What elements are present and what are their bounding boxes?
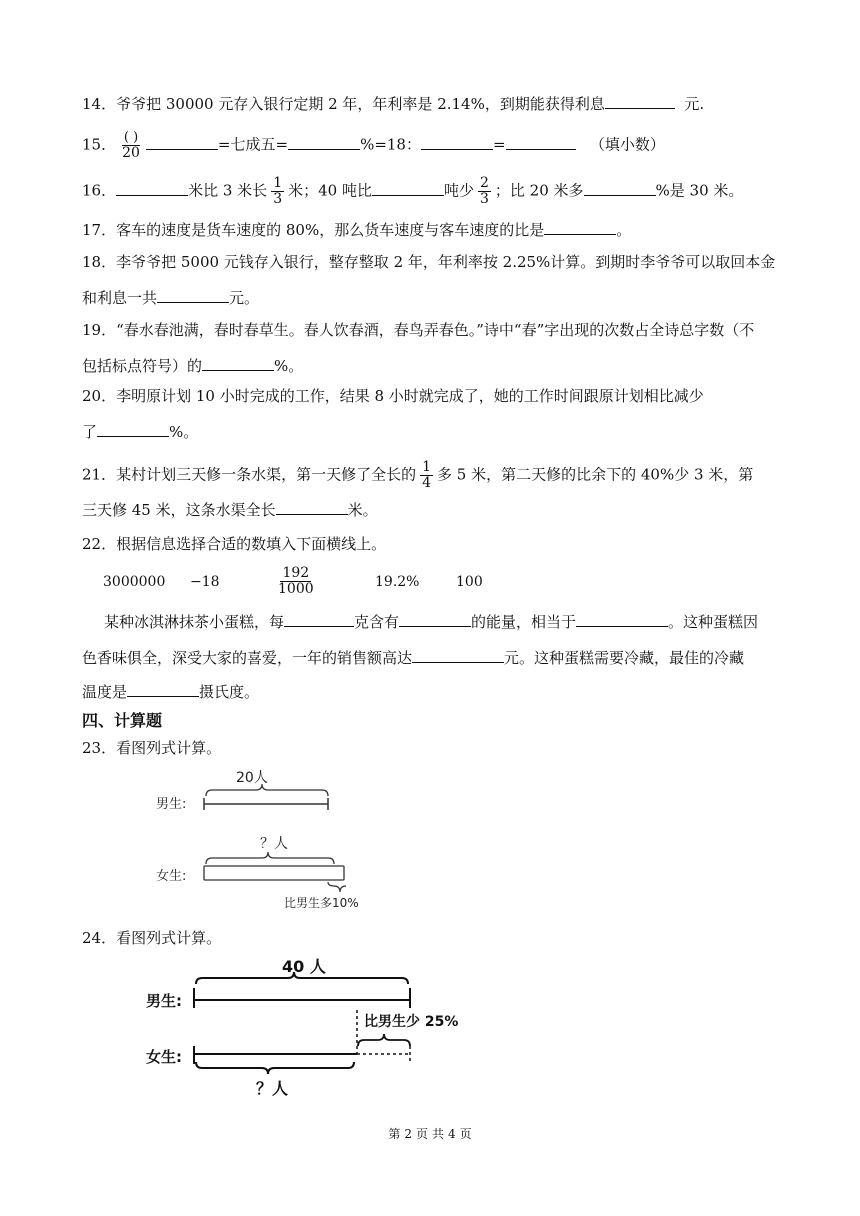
- question-number: 19．: [82, 321, 117, 339]
- fraction: $\frac{2}{3}$: [479, 175, 489, 207]
- question-19: [82, 320, 754, 340]
- question-19-line2: [82, 354, 303, 376]
- answer-blank[interactable]: [288, 133, 360, 150]
- question-text: 米比 3 米长: [188, 181, 268, 200]
- question-text: （填小数）: [589, 135, 665, 154]
- answer-blank[interactable]: [399, 610, 471, 627]
- question-text: =: [492, 135, 506, 154]
- answer-blank[interactable]: [157, 286, 229, 303]
- question-20: [82, 386, 704, 406]
- question-text: %。: [274, 357, 304, 375]
- answer-blank[interactable]: [116, 179, 188, 196]
- diagram-label: ？人: [256, 1079, 289, 1098]
- question-14: [82, 92, 704, 114]
- question-18: [82, 252, 775, 272]
- question-number: 18．: [82, 253, 117, 271]
- question-number: 15．: [82, 135, 117, 154]
- question-number: 23．: [82, 739, 117, 757]
- question-number: 21．: [82, 465, 117, 484]
- answer-blank[interactable]: [506, 133, 576, 150]
- option-item: 100: [456, 574, 483, 590]
- answer-blank[interactable]: [97, 420, 169, 437]
- question-text: 米；40 吨比: [288, 181, 372, 200]
- brace: [196, 1062, 354, 1074]
- question-text: 多 5 米，第二天修的比余下的 40%少 3 米，第: [437, 465, 754, 484]
- question-number: 17．: [82, 221, 117, 239]
- page-total: 4: [448, 1127, 456, 1141]
- question-text: 看图列式计算。: [116, 929, 222, 947]
- fraction: $\frac{1}{3}$: [273, 175, 283, 207]
- brace: [358, 1034, 410, 1046]
- question-24: [82, 928, 221, 948]
- girls-bar: [204, 866, 344, 880]
- fraction: $\frac{1}{4}$: [422, 459, 432, 491]
- answer-blank[interactable]: [421, 133, 493, 150]
- question-text: 客车的速度是货车速度的 80%，那么货车速度与客车速度的比是: [116, 221, 545, 239]
- page-footer: [0, 1125, 860, 1142]
- question-text: %=18：: [360, 135, 421, 154]
- question-text: 李明原计划 10 小时完成的工作，结果 8 小时就完成了，她的工作时间跟原计划相比减少: [116, 387, 704, 405]
- answer-blank[interactable]: [605, 92, 675, 109]
- question-number: 14．: [82, 95, 117, 113]
- question-15: [82, 130, 665, 161]
- question-text: 元。: [229, 289, 260, 307]
- question-text: 克含有: [354, 613, 400, 631]
- boys-label: 男生:: [156, 797, 187, 812]
- footer-text: 第: [388, 1127, 401, 1141]
- diagram-note: 比男生少 25%: [364, 1014, 459, 1030]
- question-text: “春水春池满，春时春草生。春人饮春酒，春鸟弄春色。”诗中“春”字出现的次数占全诗总字数（不: [116, 321, 755, 339]
- page-number: 2: [404, 1127, 412, 1141]
- option-item: 3000000: [103, 574, 166, 590]
- question-text: =七成五=: [217, 135, 289, 154]
- question-text: 某村计划三天修一条水渠，第一天修了全长的: [116, 465, 417, 484]
- question-text: 米。: [347, 501, 378, 519]
- girls-label: 女生:: [156, 869, 187, 884]
- question-text: 色香味俱全，深受大家的喜爱，一年的销售额高达: [82, 649, 413, 667]
- question-text: 和利息一共: [82, 289, 158, 307]
- question-number: 16．: [82, 181, 117, 200]
- section-heading: 四、计算题: [82, 711, 163, 730]
- question-text: 看图列式计算。: [116, 739, 222, 757]
- line-diagram-23: [140, 762, 400, 914]
- answer-blank[interactable]: [412, 646, 504, 663]
- question-18-line2: [82, 286, 259, 308]
- question-22: [82, 534, 386, 554]
- answer-blank[interactable]: [372, 179, 444, 196]
- option-item: 19.2%: [375, 574, 420, 590]
- question-text: 爷爷把 30000 元存入银行定期 2 年，年利率是 2.14%，到期能获得利息: [116, 95, 605, 113]
- diagram-label: 40 人: [282, 957, 326, 976]
- question-text: 摄氏度。: [199, 683, 260, 701]
- question-text: 三天修 45 米，这条水渠全长: [82, 501, 276, 519]
- question-text: %是 30 米。: [655, 181, 744, 200]
- question-22-paragraph-line2: [82, 646, 744, 668]
- answer-blank[interactable]: [202, 354, 274, 371]
- answer-blank[interactable]: [146, 133, 218, 150]
- question-20-line2: [82, 420, 198, 442]
- answer-blank[interactable]: [576, 610, 668, 627]
- question-text: 根据信息选择合适的数填入下面横线上。: [116, 535, 387, 553]
- diagram-label: 20人: [236, 770, 268, 786]
- question-23: [82, 738, 221, 758]
- question-text: 吨少: [443, 181, 474, 200]
- question-text: 温度是: [82, 683, 128, 701]
- answer-blank[interactable]: [127, 680, 199, 697]
- question-number: 24．: [82, 929, 117, 947]
- answer-blank[interactable]: [284, 610, 354, 627]
- question-17: [82, 218, 631, 240]
- girls-label: 女生:: [146, 1048, 182, 1066]
- diagram-label: ？人: [260, 836, 288, 852]
- footer-text: 页: [459, 1127, 472, 1141]
- boys-label: 男生:: [146, 992, 182, 1010]
- question-text: 元.: [684, 95, 705, 113]
- footer-text: 页: [415, 1127, 428, 1141]
- question-text: %。: [169, 423, 199, 441]
- answer-blank[interactable]: [276, 498, 348, 515]
- question-22-paragraph: [104, 610, 758, 632]
- question-21: [82, 460, 753, 491]
- answer-blank[interactable]: [544, 218, 616, 235]
- question-16: [82, 176, 743, 207]
- diagram-note: 比男生多10%: [284, 896, 359, 910]
- option-item: −18: [190, 574, 220, 590]
- brace: [206, 852, 334, 864]
- question-text: 包括标点符号）的: [82, 357, 203, 375]
- option-fraction: $\frac{192}{1000}$: [278, 565, 314, 597]
- question-text: 。: [616, 221, 632, 239]
- question-text: 了: [82, 423, 98, 441]
- question-text: 李爷爷把 5000 元钱存入银行，整存整取 2 年，年利率按 2.25%计算。到期时李爷爷可以取回本金: [116, 253, 776, 271]
- line-diagram-24: [140, 954, 520, 1106]
- question-text: 。这种蛋糕因: [668, 613, 759, 631]
- footer-text: 共: [432, 1127, 445, 1141]
- question-text: ；比 20 米多: [494, 181, 584, 200]
- question-text: 某种冰淇淋抹茶小蛋糕，每: [104, 613, 285, 631]
- question-22-paragraph-line3: [82, 680, 259, 702]
- question-number: 20．: [82, 387, 117, 405]
- answer-blank[interactable]: [584, 179, 656, 196]
- option-list: [0, 566, 860, 596]
- question-number: 22．: [82, 535, 117, 553]
- brace: [328, 882, 346, 892]
- question-text: 元。这种蛋糕需要冷藏，最佳的冷藏: [504, 649, 745, 667]
- question-21-line2: [82, 498, 378, 520]
- question-text: 的能量，相当于: [471, 613, 577, 631]
- fraction: $\frac{( )}{20}$: [122, 130, 140, 161]
